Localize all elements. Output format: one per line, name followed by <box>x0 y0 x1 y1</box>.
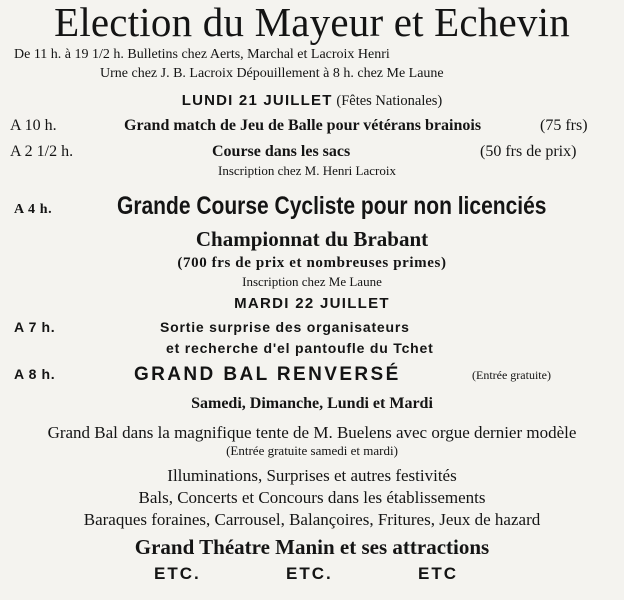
etc-text: ETC. <box>154 564 201 583</box>
etc-text: ETC. <box>286 564 333 583</box>
tent-note: (Entrée gratuite samedi et mardi) <box>226 443 398 458</box>
event-prize: (700 frs de prix et nombreuses primes) <box>177 255 447 271</box>
event-note: Inscription chez M. Henri Lacroix <box>218 163 396 178</box>
mardi-heading: MARDI 22 JUILLET <box>234 295 390 312</box>
tent-line: Grand Bal dans la magnifique tente de M. Buelens avec orgue dernier modèle <box>47 423 577 442</box>
bals-line: Bals, Concerts et Concours dans les établissements <box>138 488 486 507</box>
election-hours-line: De 11 h. à 19 1/2 h. Bulletins chez Aerts, Marchal et Lacroix Henri <box>14 47 390 62</box>
event-time: A 8 h. <box>14 366 56 382</box>
lundi-date: LUNDI 21 JUILLET <box>181 92 333 109</box>
days-line: Samedi, Dimanche, Lundi et Mardi <box>191 395 433 412</box>
event-note: Inscription chez Me Laune <box>242 274 382 289</box>
event-title: Course dans les sacs <box>212 143 351 160</box>
event-line: Sortie surprise des organisateurs <box>160 319 410 335</box>
event-title: GRAND BAL RENVERSÉ <box>134 364 401 385</box>
event-title: Grande Course Cycliste pour non licenciés <box>117 192 547 220</box>
election-urn-line: Urne chez J. B. Lacroix Dépouillement à 8 h. chez Me Laune <box>100 66 444 81</box>
event-title: Grand match de Jeu de Balle pour vétérans brainois <box>124 117 482 134</box>
theatre-line: Grand Théatre Manin et ses attractions <box>134 535 490 559</box>
lundi-note: (Fêtes Nationales) <box>336 93 443 109</box>
lundi-heading <box>0 92 624 110</box>
baraques-line: Baraques foraines, Carrousel, Balançoires, Fritures, Jeux de hazard <box>83 510 541 529</box>
event-time: A 7 h. <box>14 319 56 335</box>
poster-title: Election du Mayeur et Echevin <box>54 0 570 45</box>
etc-text: ETC <box>418 564 458 583</box>
illuminations-line: Illuminations, Surprises et autres festivités <box>167 466 457 485</box>
event-line: et recherche d'el pantoufle du Tchet <box>166 340 434 356</box>
event-time: A 2 1/2 h. <box>10 143 74 160</box>
event-note: (Entrée gratuite) <box>472 368 551 382</box>
event-prize: (50 frs de prix) <box>480 143 577 160</box>
event-prize: (75 frs) <box>540 117 588 134</box>
event-subtitle: Championnat du Brabant <box>195 227 429 251</box>
event-time: A 4 h. <box>14 202 53 217</box>
event-time: A 10 h. <box>10 117 57 134</box>
